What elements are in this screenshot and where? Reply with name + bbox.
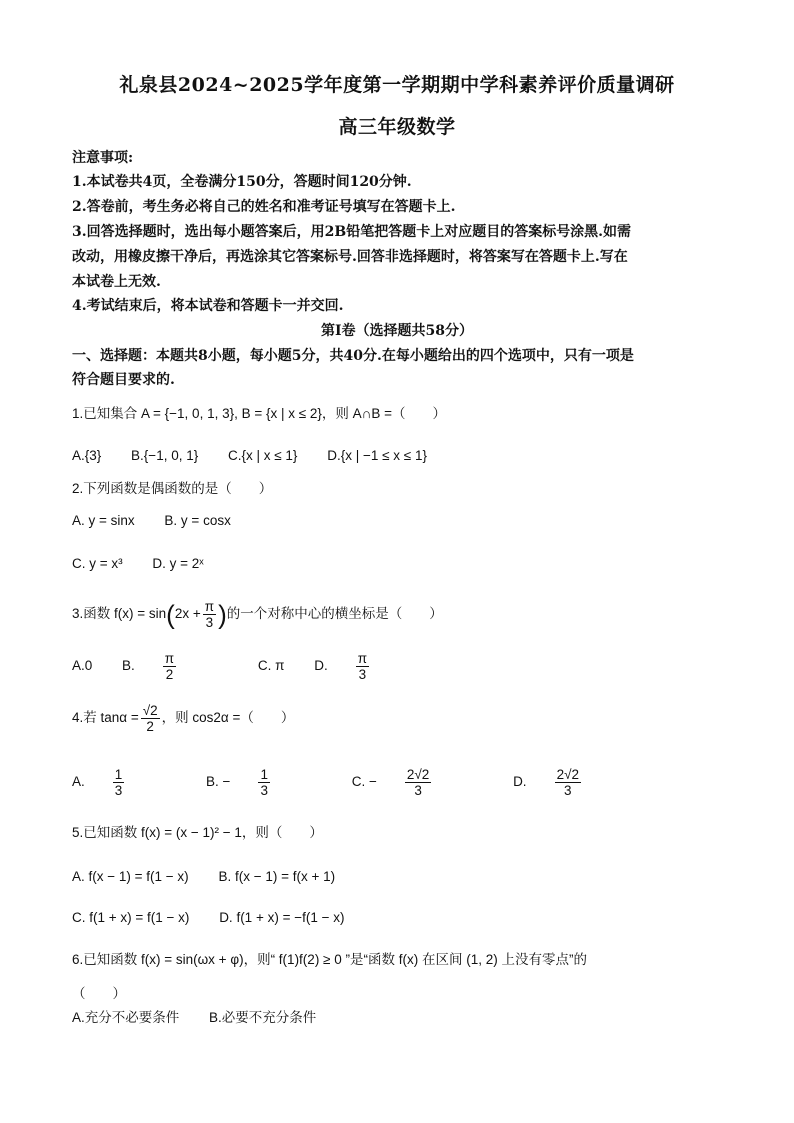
q3-options: [72, 648, 722, 684]
q4-stem: [72, 700, 722, 736]
q3-arg: 2x +: [174, 606, 201, 621]
q3-frac-den: 3: [205, 614, 214, 630]
q3-d-label: D.: [314, 658, 328, 673]
q4-a-label: A.: [72, 774, 85, 789]
q5-option-a: A. f(x − 1) = f(1 − x): [72, 869, 189, 884]
q1-option-c: C.{x | x ≤ 1}: [228, 448, 298, 463]
q4-option-c: [352, 764, 484, 800]
q6-options: [72, 1007, 722, 1029]
q1-stem: 1.已知集合 A = {−1, 0, 1, 3}, B = {x | x ≤ 2}，则 A∩B =（ ）: [72, 406, 447, 421]
q2-option-a: A. y = sinx: [72, 513, 135, 528]
q2-option-c: C. y = x³: [72, 556, 123, 571]
q3-stem-post: 的一个对称中心的横坐标是（ ）: [226, 606, 443, 621]
q3-b-label: B.: [122, 658, 135, 673]
q6-paren: （ ）: [72, 986, 126, 1001]
q4-a-fraction: [113, 767, 151, 798]
section-intro-b: 符合题目要求的.: [72, 372, 175, 388]
q4-d-num: 2√2: [556, 766, 579, 782]
q3-frac-num: π: [204, 598, 215, 614]
q5-options-row2: [72, 907, 722, 929]
q4-stem-pre: 4.若 tanα =: [72, 710, 139, 725]
q1-option-a: A.{3}: [72, 448, 102, 463]
q6-option-b: B.必要不充分条件: [209, 1010, 317, 1025]
q4-d-label: D.: [513, 774, 527, 789]
q5-option-b: B. f(x − 1) = f(x + 1): [218, 869, 336, 884]
q3-fraction: [203, 599, 216, 630]
q3-paren-open: (: [166, 599, 175, 630]
q1-options: [72, 445, 722, 467]
q4-options: [72, 764, 722, 800]
q5-option-d: D. f(1 + x) = −f(1 − x): [219, 910, 345, 925]
q4-d-fraction: [555, 767, 607, 798]
section-intro-a: 一、选择题：本题共8小题，每小题5分，共40分.在每小题给出的四个选项中，只有一项是: [72, 348, 634, 364]
q4-d-den: 3: [564, 782, 572, 798]
q6-stem: 6.已知函数 f(x) = sin(ωx + φ)，则“ f(1)f(2) ≥ 0 ”是“函数 f(x) 在区间 (1, 2) 上没有零点”的: [72, 952, 587, 967]
q4-b-num: 1: [260, 766, 268, 782]
note-3b: 改动，用橡皮擦干净后，再选涂其它答案标号.回答非选择题时，将答案写在答题卡上.写在: [72, 249, 628, 265]
q4-b-fraction: [258, 767, 296, 798]
q4-b-den: 3: [260, 782, 268, 798]
q2-option-b: B. y = cosx: [164, 513, 231, 528]
q1-option-b: B.{−1, 0, 1}: [131, 448, 199, 463]
q3-d-fraction: [356, 651, 395, 682]
note-2: 2.答卷前，考生务必将自己的姓名和准考证号填写在答题卡上.: [72, 199, 456, 215]
q3-option-c: C. π: [257, 658, 285, 673]
q5-options-row1: [72, 866, 722, 888]
q3-b-num: π: [164, 650, 175, 666]
q4-frac-den: 2: [146, 718, 154, 734]
q1-option-d: D.{x | −1 ≤ x ≤ 1}: [327, 448, 427, 463]
q4-b-label: B. −: [206, 774, 231, 789]
q4-fraction: [141, 703, 160, 734]
q2-options-row1: [72, 510, 722, 532]
q4-c-label: C. −: [351, 774, 377, 789]
q4-option-a: [72, 764, 176, 800]
q5-option-c: C. f(1 + x) = f(1 − x): [72, 910, 190, 925]
q3-d-num: π: [357, 650, 368, 666]
notes-heading: 注意事项:: [72, 150, 134, 166]
q4-a-num: 1: [114, 766, 123, 782]
q6-option-a: A.充分不必要条件: [72, 1010, 180, 1025]
exam-subtitle: 高三年级数学: [338, 116, 456, 138]
q3-d-den: 3: [358, 666, 367, 682]
note-4: 4.考试结束后，将本试卷和答题卡一并交回.: [72, 298, 344, 314]
q4-stem-post: ，则 cos2α =（ ）: [161, 710, 295, 725]
q3-option-a: A.0: [72, 658, 93, 673]
q4-option-d: [513, 764, 633, 800]
note-3a: 3.回答选择题时，选出每小题答案后，用2B铅笔把答题卡上对应题目的答案标号涂黑.如需: [72, 224, 632, 240]
q5-stem: 5.已知函数 f(x) = (x − 1)² − 1，则（ ）: [72, 825, 323, 840]
q3-stem-pre: 3.函数 f(x) = sin: [72, 606, 167, 621]
exam-title: 礼泉县2024~2025学年度第一学期期中学科素养评价质量调研: [119, 74, 675, 96]
q4-a-den: 3: [114, 782, 123, 798]
q4-c-num: 2√2: [406, 766, 430, 782]
q4-c-den: 3: [414, 782, 422, 798]
q3-b-den: 2: [165, 666, 174, 682]
note-3c: 本试卷上无效.: [72, 274, 161, 290]
q3-option-d: [314, 648, 421, 684]
q3-option-b: [122, 648, 228, 684]
q3-b-fraction: [163, 651, 202, 682]
q3-stem: [72, 596, 722, 632]
q4-c-fraction: [405, 767, 457, 798]
q2-options-row2: [72, 553, 722, 575]
q2-option-d: D. y = 2ˣ: [152, 556, 204, 571]
note-1: 1.本试卷共4页，全卷满分150分，答题时间120分钟.: [72, 174, 412, 190]
q4-option-b: [206, 764, 322, 800]
q4-frac-num: √2: [142, 702, 158, 718]
q2-stem: 2.下列函数是偶函数的是（ ）: [72, 481, 273, 496]
part-heading: 第Ⅰ卷（选择题共58分）: [320, 323, 474, 339]
q3-paren-close: ): [218, 599, 227, 630]
